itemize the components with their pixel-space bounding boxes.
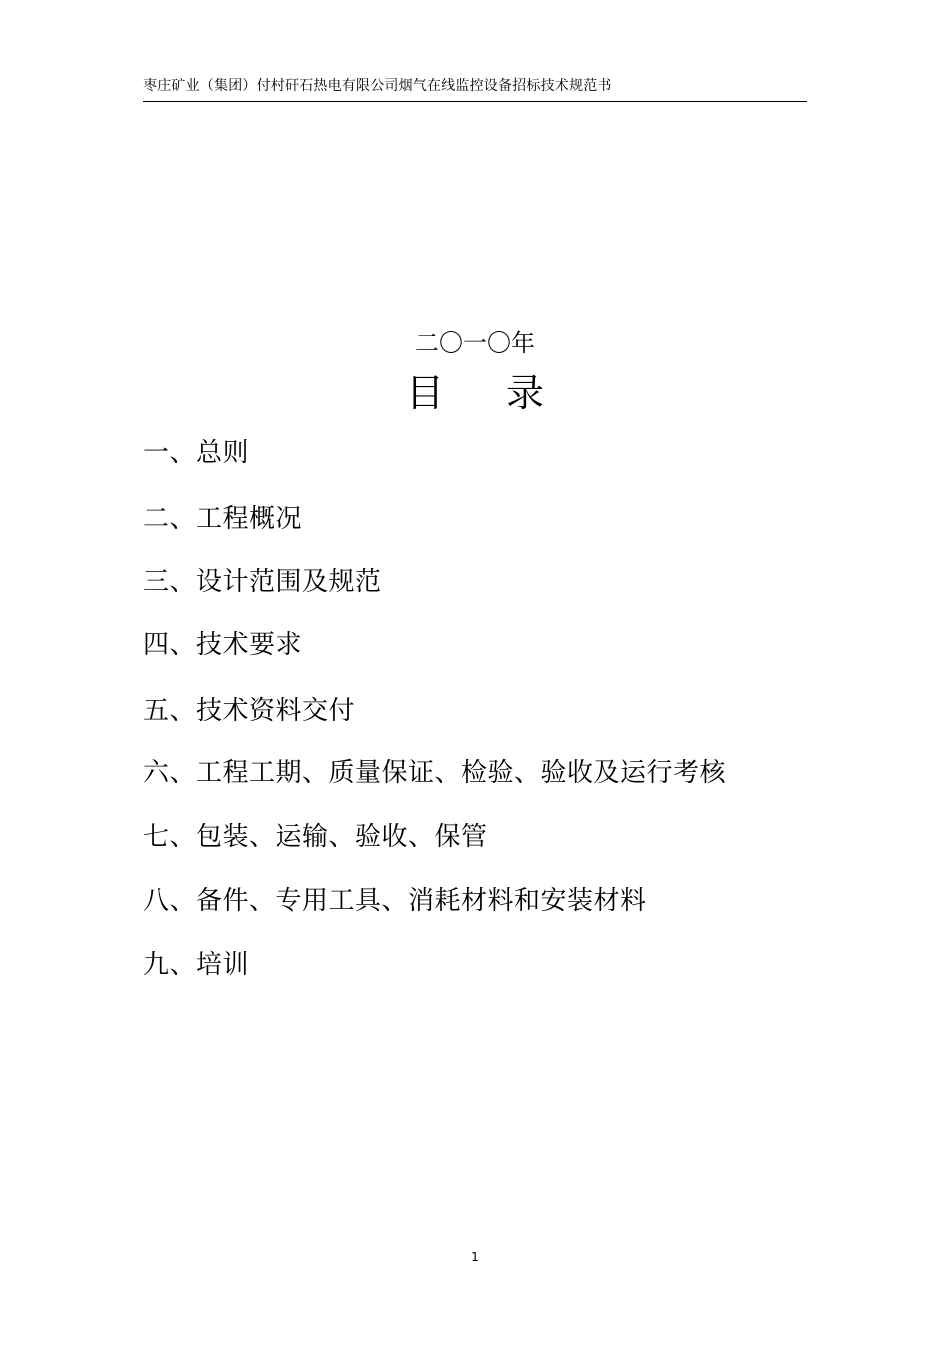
toc-item-5[interactable]: 五、技术资料交付 <box>143 696 356 726</box>
document-title-header: 枣庄矿业（集团）付村矸石热电有限公司烟气在线监控设备招标技术规范书 <box>143 78 612 94</box>
toc-item-2[interactable]: 二、工程概况 <box>143 504 303 534</box>
page-header <box>143 76 807 102</box>
year-line: 二〇一〇年 <box>415 329 535 357</box>
toc-title <box>0 368 950 418</box>
toc-item-8[interactable]: 八、备件、专用工具、消耗材料和安装材料 <box>143 886 647 916</box>
toc-item-1[interactable]: 一、总则 <box>143 438 250 468</box>
toc-item-4[interactable]: 四、技术要求 <box>143 630 303 660</box>
page-number: 1 <box>471 1250 479 1264</box>
toc-item-6[interactable]: 六、工程工期、质量保证、检验、验收及运行考核 <box>143 758 727 788</box>
toc-item-7[interactable]: 七、包装、运输、验收、保管 <box>143 822 488 852</box>
toc-title-char-1: 目 <box>405 371 444 415</box>
toc-title-char-2: 录 <box>506 371 545 415</box>
toc-item-9[interactable]: 九、培训 <box>143 950 250 980</box>
toc-item-3[interactable]: 三、设计范围及规范 <box>143 567 382 597</box>
